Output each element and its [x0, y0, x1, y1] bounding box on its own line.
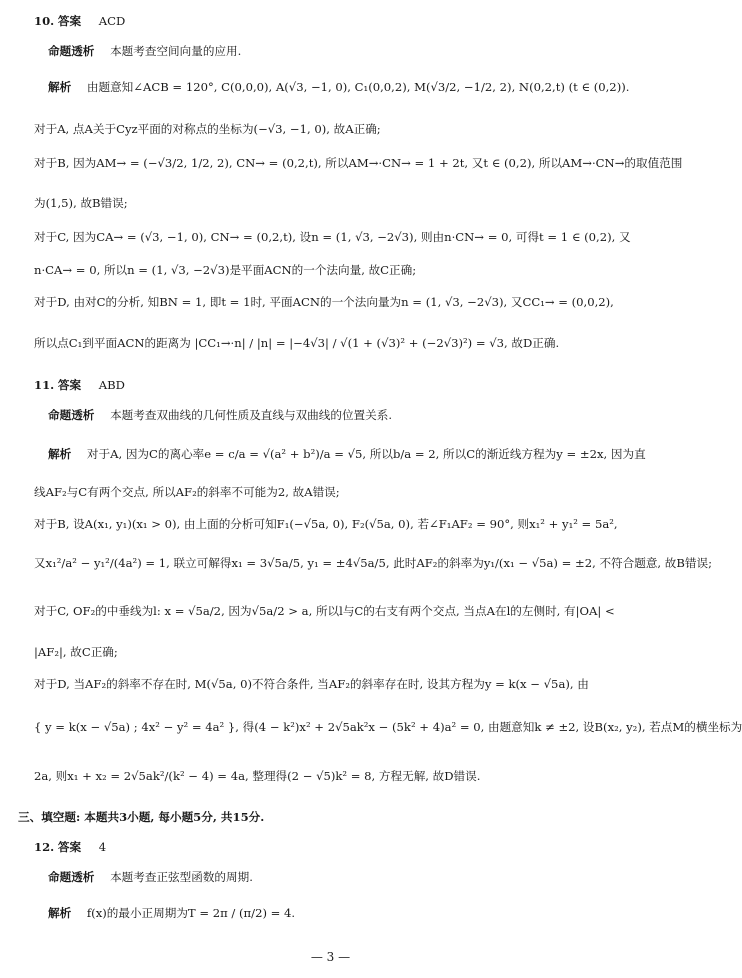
q11-analysis-line: [48, 447, 646, 461]
q11-line: 对于B, 设A(x₁, y₁)(x₁ > 0), 由上面的分析可知F₁(−√5a, 0), F₂(√5a, 0), 若∠F₁AF₂ = 90°, 则x₁² + y₁² = 5a²,: [34, 517, 618, 531]
q12-answer-label: 答案: [57, 840, 82, 854]
q10-line: 对于C, 因为CA→ = (√3, −1, 0), CN→ = (0,2,t), 设n = (1, √3, −2√3), 则由n·CN→ = 0, 可得t = 1 ∈ (0,2), 又: [34, 230, 631, 244]
q10-line: 所以点C₁到平面ACN的距离为 |CC₁→·n| / |n| = |−4√3| / √(1 + (√3)² + (−2√3)²) = √3, 故D正确.: [34, 336, 560, 350]
q11-insight-text: 本题考查双曲线的几何性质及直线与双曲线的位置关系.: [110, 408, 393, 422]
q10-line: 对于B, 因为AM→ = (−√3/2, 1/2, 2), CN→ = (0,2,t), 所以AM→·CN→ = 1 + 2t, 又t ∈ (0,2), 所以AM→·CN→的取值范围: [34, 156, 683, 170]
q11-answer-heading: [34, 378, 639, 392]
q12-analysis-line: [48, 906, 639, 920]
q12-insight-label: 命题透析: [48, 870, 95, 884]
q11-analysis-label: 解析: [48, 447, 72, 461]
q11-line: 线AF₂与C有两个交点, 所以AF₂的斜率不可能为2, 故A错误;: [34, 485, 340, 499]
q10-answer: ACD: [98, 14, 126, 28]
q10-answer-heading: [34, 14, 639, 28]
q10-line-0: 由题意知∠ACB = 120°, C(0,0,0), A(√3, −1, 0), C₁(0,0,2), M(√3/2, −1/2, 2), N(0,2,t) (t ∈ (0,2)).: [86, 80, 630, 94]
q10-insight-text: 本题考查空间向量的应用.: [110, 44, 242, 58]
q11-insight-label: 命题透析: [48, 408, 95, 422]
q11-line-0: 对于A, 因为C的离心率e = c/a = √(a² + b²)/a = √5, 所以b/a = 2, 所以C的渐近线方程为y = ±2x, 因为直: [86, 447, 646, 461]
q10-line: 对于A, 点A关于Cyz平面的对称点的坐标为(−√3, −1, 0), 故A正确;: [34, 122, 381, 136]
q12-answer-heading: [34, 840, 639, 854]
q10-number: 10.: [34, 14, 55, 28]
q10-insight-label: 命题透析: [48, 44, 95, 58]
q10-line: n·CA→ = 0, 所以n = (1, √3, −2√3)是平面ACN的一个法向量, 故C正确;: [34, 263, 417, 277]
q12-number: 12.: [34, 840, 55, 854]
q11-line: 2a, 则x₁ + x₂ = 2√5ak²/(k² − 4) = 4a, 整理得(2 − √5)k² = 8, 方程无解, 故D错误.: [34, 769, 481, 783]
q12-insight-text: 本题考查正弦型函数的周期.: [110, 870, 253, 884]
q10-line: 为(1,5), 故B错误;: [34, 196, 128, 210]
q11-insight: [48, 408, 639, 422]
q10-analysis-line: [48, 80, 639, 94]
q11-line: 又x₁²/a² − y₁²/(4a²) = 1, 联立可解得x₁ = 3√5a/5, y₁ = ±4√5a/5, 此时AF₂的斜率为y₁/(x₁ − √5a) = ±2, 不符合题意, 故B错误;: [34, 556, 713, 570]
section-heading-fill-in: 三、填空题: 本题共3小题, 每小题5分, 共15分.: [18, 810, 265, 824]
q12-answer: 4: [98, 840, 107, 854]
q12-analysis-label: 解析: [48, 906, 72, 920]
q12-insight: [48, 870, 639, 884]
q11-answer: ABD: [98, 378, 125, 392]
q11-line: 对于C, OF₂的中垂线为l: x = √5a/2, 因为√5a/2 > a, 所以l与C的右支有两个交点, 当点A在l的左侧时, 有|OA| <: [34, 604, 615, 618]
q10-insight: [48, 44, 639, 58]
q12-line: f(x)的最小正周期为T = 2π / (π/2) = 4.: [86, 906, 296, 920]
q11-line: |AF₂|, 故C正确;: [34, 645, 118, 659]
q11-number: 11.: [34, 378, 55, 392]
q10-answer-label: 答案: [57, 14, 82, 28]
q10-line: 对于D, 由对C的分析, 知BN = 1, 即t = 1时, 平面ACN的一个法向量为n = (1, √3, −2√3), 又CC₁→ = (0,0,2),: [34, 295, 614, 309]
q11-line: 对于D, 当AF₂的斜率不存在时, M(√5a, 0)不符合条件, 当AF₂的斜率存在时, 设其方程为y = k(x − √5a), 由: [34, 677, 589, 691]
q11-answer-label: 答案: [57, 378, 82, 392]
q11-line: { y = k(x − √5a) ; 4x² − y² = 4a² }, 得(4 − k²)x² + 2√5ak²x − (5k² + 4)a² = 0, 由题意知k ≠ ±2, 设B(x₂, y₂), 若点M的横坐标为: [34, 720, 742, 734]
q10-analysis-label: 解析: [48, 80, 72, 94]
page-number: — 3 —: [310, 950, 351, 964]
